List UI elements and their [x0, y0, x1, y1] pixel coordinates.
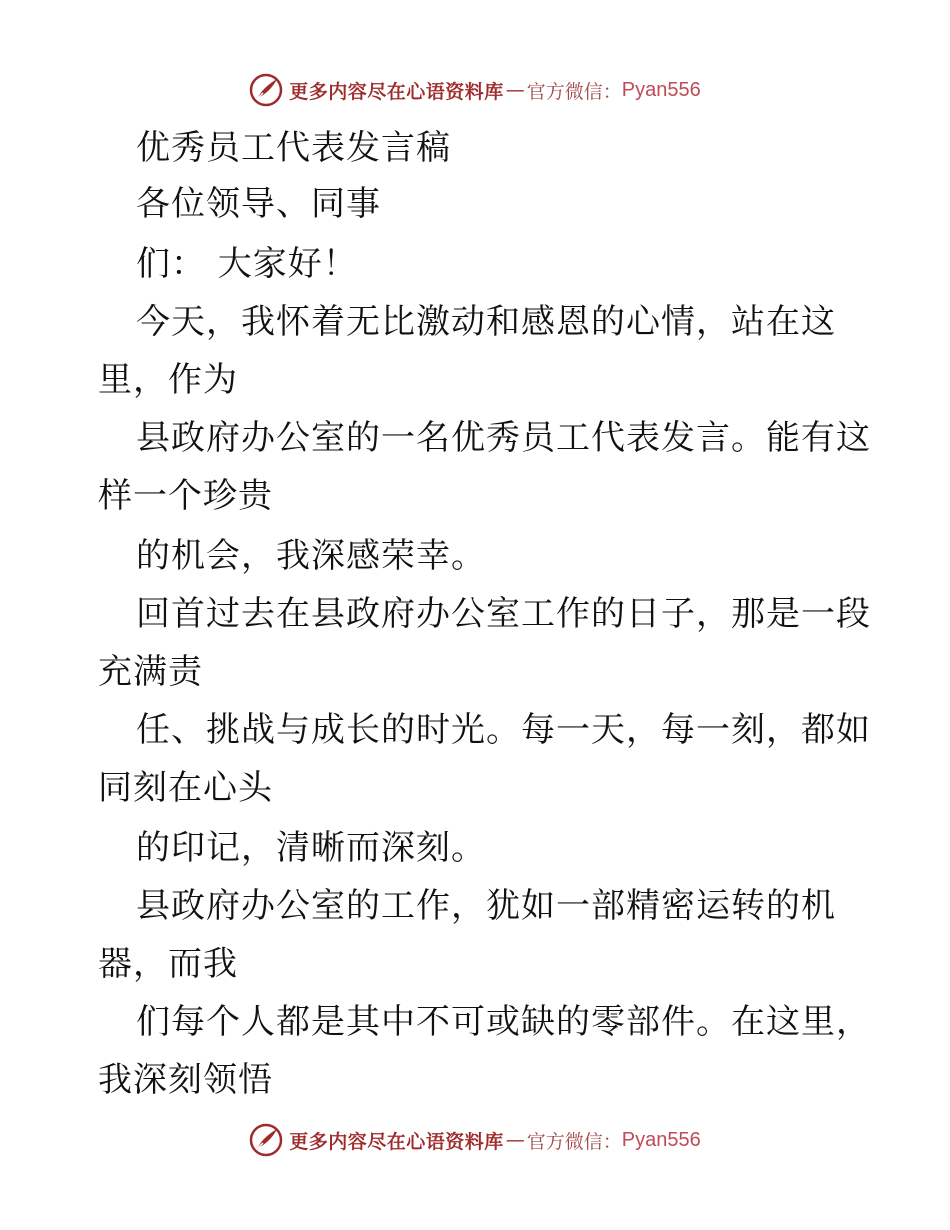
document-line: 的机会，我深感荣幸。 [136, 536, 486, 576]
document-line: 们每个人都是其中不可或缺的零部件。在这里， [136, 1002, 871, 1042]
document-line: 县政府办公室的工作，犹如一部精密运转的机 [136, 886, 836, 926]
document-line: 的印记，清晰而深刻。 [136, 828, 486, 868]
footer-site-text: 更多内容尽在心语资料库 [289, 1130, 504, 1153]
header-site-text: 更多内容尽在心语资料库 [289, 80, 504, 103]
quill-logo-icon [249, 1123, 283, 1157]
document-line: 里，作为 [98, 360, 238, 400]
document-line: 县政府办公室的一名优秀员工代表发言。能有这 [136, 418, 871, 458]
quill-logo-icon [249, 73, 283, 107]
document-line: 各位领导、同事 [136, 184, 381, 224]
document-line: 我深刻领悟 [98, 1060, 273, 1100]
header-dash: — [505, 79, 525, 101]
footer-wechat-id: Pyan556 [621, 1128, 701, 1151]
footer-dash: — [505, 1129, 525, 1151]
document-line: 今天，我怀着无比激动和感恩的心情，站在这 [136, 302, 836, 342]
header-wechat-id: Pyan556 [621, 78, 701, 101]
document-title: 优秀员工代表发言稿 [136, 128, 451, 168]
document-line: 样一个珍贵 [98, 476, 273, 516]
header-banner [0, 70, 950, 110]
document-line: 回首过去在县政府办公室工作的日子，那是一段 [136, 594, 871, 634]
document-line: 同刻在心头 [98, 768, 273, 808]
document-line: 充满责 [98, 652, 203, 692]
document-line: 们： 大家好！ [136, 244, 358, 284]
document-line: 器，而我 [98, 944, 238, 984]
footer-wechat-label: 官方微信： [526, 1130, 622, 1153]
header-wechat-label: 官方微信： [526, 80, 622, 103]
footer-banner [0, 1120, 950, 1160]
document-line: 任、挑战与成长的时光。每一天，每一刻，都如 [136, 710, 871, 750]
